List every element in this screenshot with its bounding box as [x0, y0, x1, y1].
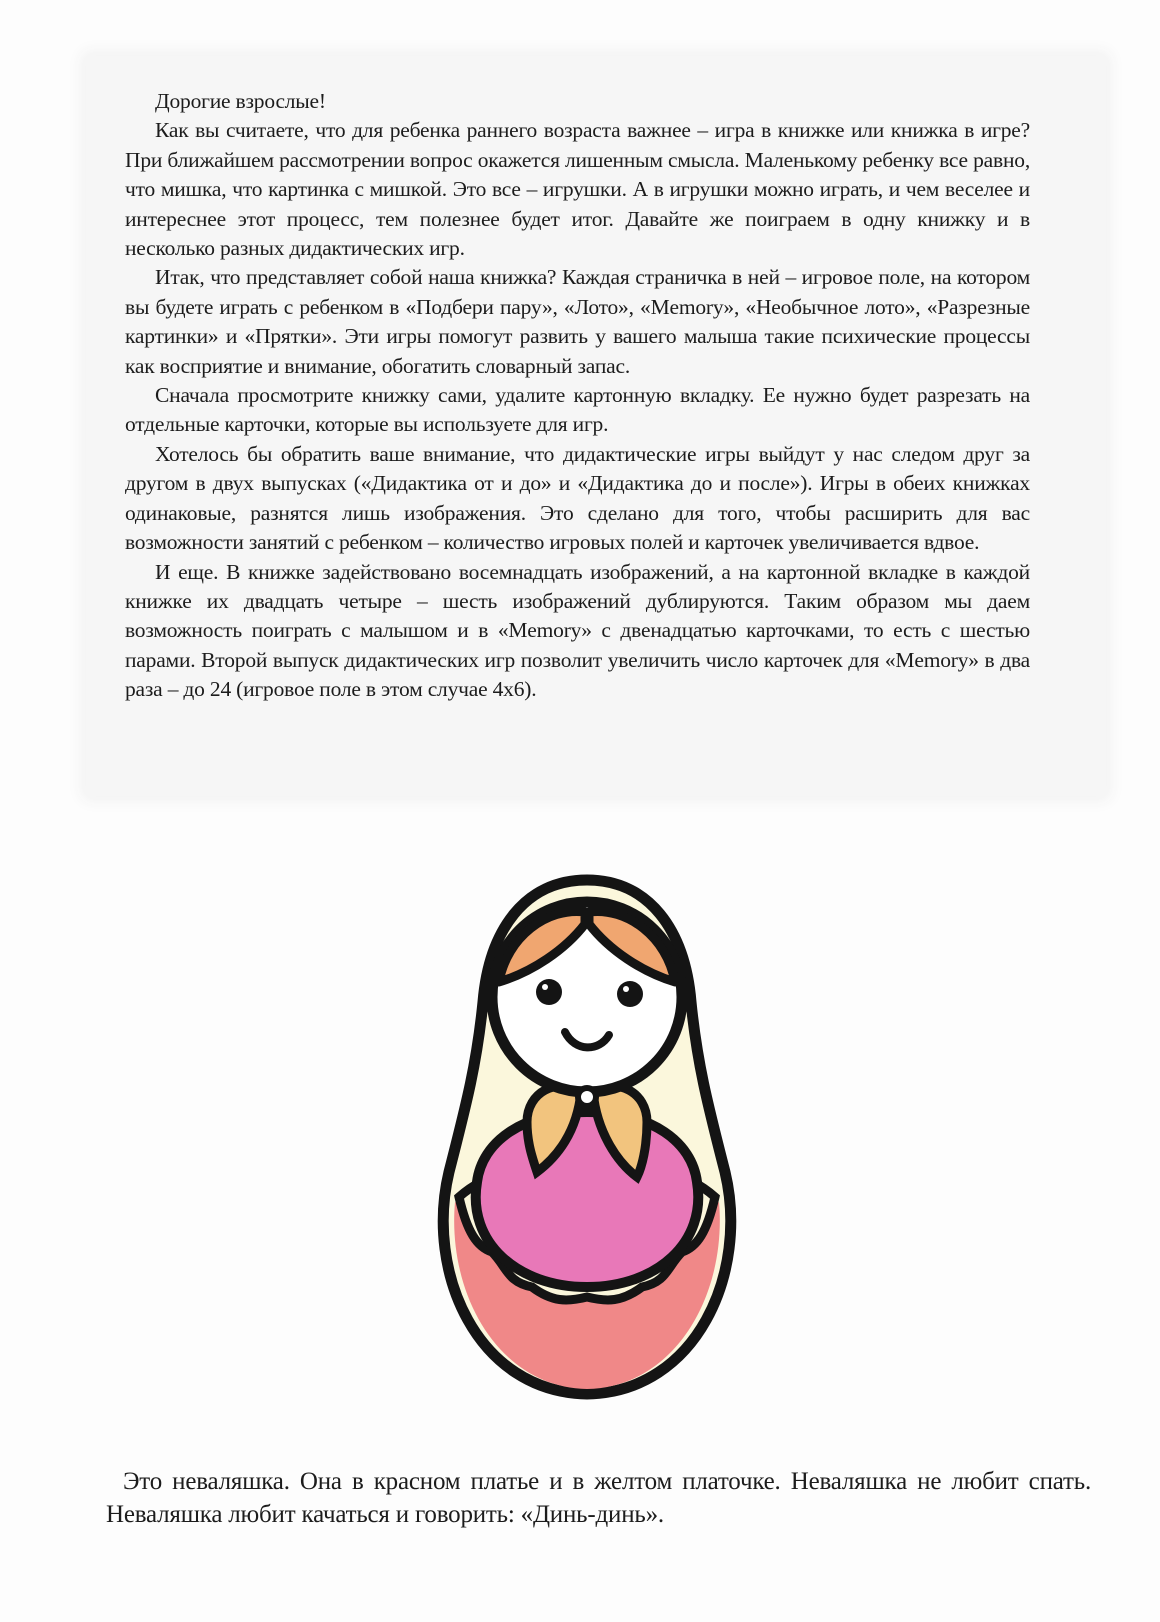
paragraph: Сначала просмотрите книжку сами, удалите картонную вкладку. Ее нужно будет разрезать на отдельные карточки, которые вы используете для игр. — [125, 383, 1030, 437]
greeting: Дорогие взрослые! — [155, 89, 326, 113]
doll-eye-right — [617, 981, 643, 1007]
paragraph: Итак, что представляет собой наша книжка? Каждая страничка в ней – игровое поле, на котором вы будете играть с ребенком в «Подбери пару», «Лото», «Memory», «Необычное лото», «Разрезные картинки» и «Прятки». Эти игры помогут развить у вашего малыша такие психические процессы как восприятие и внимание, обогатить словарный запас. — [125, 265, 1030, 378]
doll-eye-left — [536, 979, 562, 1005]
nevalyashka-doll-illustration — [437, 872, 737, 1402]
caption-text: Это неваляшка. Она в красном платье и в желтом платочке. Неваляшка не любит спать. Неваляшка любит качаться и говорить: «Динь-динь». — [106, 1468, 1091, 1528]
paragraph: Хотелось бы обратить ваше внимание, что дидактические игры выйдут у нас следом друг за другом в двух выпусках («Дидактика от и до» и «Дидактика до и после»). Игры в обеих книжках одинаковые, разнятся лишь изображения. Это сделано для того, чтобы расширить для вас возможности занятий с ребенком – количество игровых полей и карточек увеличивается вдвое. — [125, 441, 1030, 555]
doll-dress — [476, 1112, 699, 1287]
caption — [106, 1465, 1091, 1531]
doll-face — [492, 902, 682, 1092]
intro-text — [125, 87, 1030, 705]
paragraph: Как вы считаете, что для ребенка раннего возраста важнее – игра в книжке или книжка в игре? При ближайшем рассмотрении вопрос окажется лишенным смысла. Маленькому ребенку все равно, что мишка, что картинка с мишкой. Это все – игрушки. А в игрушки можно играть, и чем веселее и интереснее этот процесс, тем полезнее будет итог. Давайте же поиграем в одну книжку и в несколько разных дидактических игр. — [125, 118, 1030, 261]
paragraph: И еще. В книжке задействовано восемнадцать изображений, а на картонной вкладке в каждой книжке их двадцать четыре – шесть изображений дублируются. Таким образом мы даем возможность поиграть с малышом и в «Memory» с двенадцатью карточками, то есть с шестью парами. Второй выпуск дидактических игр позволит увеличить число карточек для «Memory» в два раза – до 24 (игровое поле в этом случае 4x6). — [125, 559, 1030, 702]
